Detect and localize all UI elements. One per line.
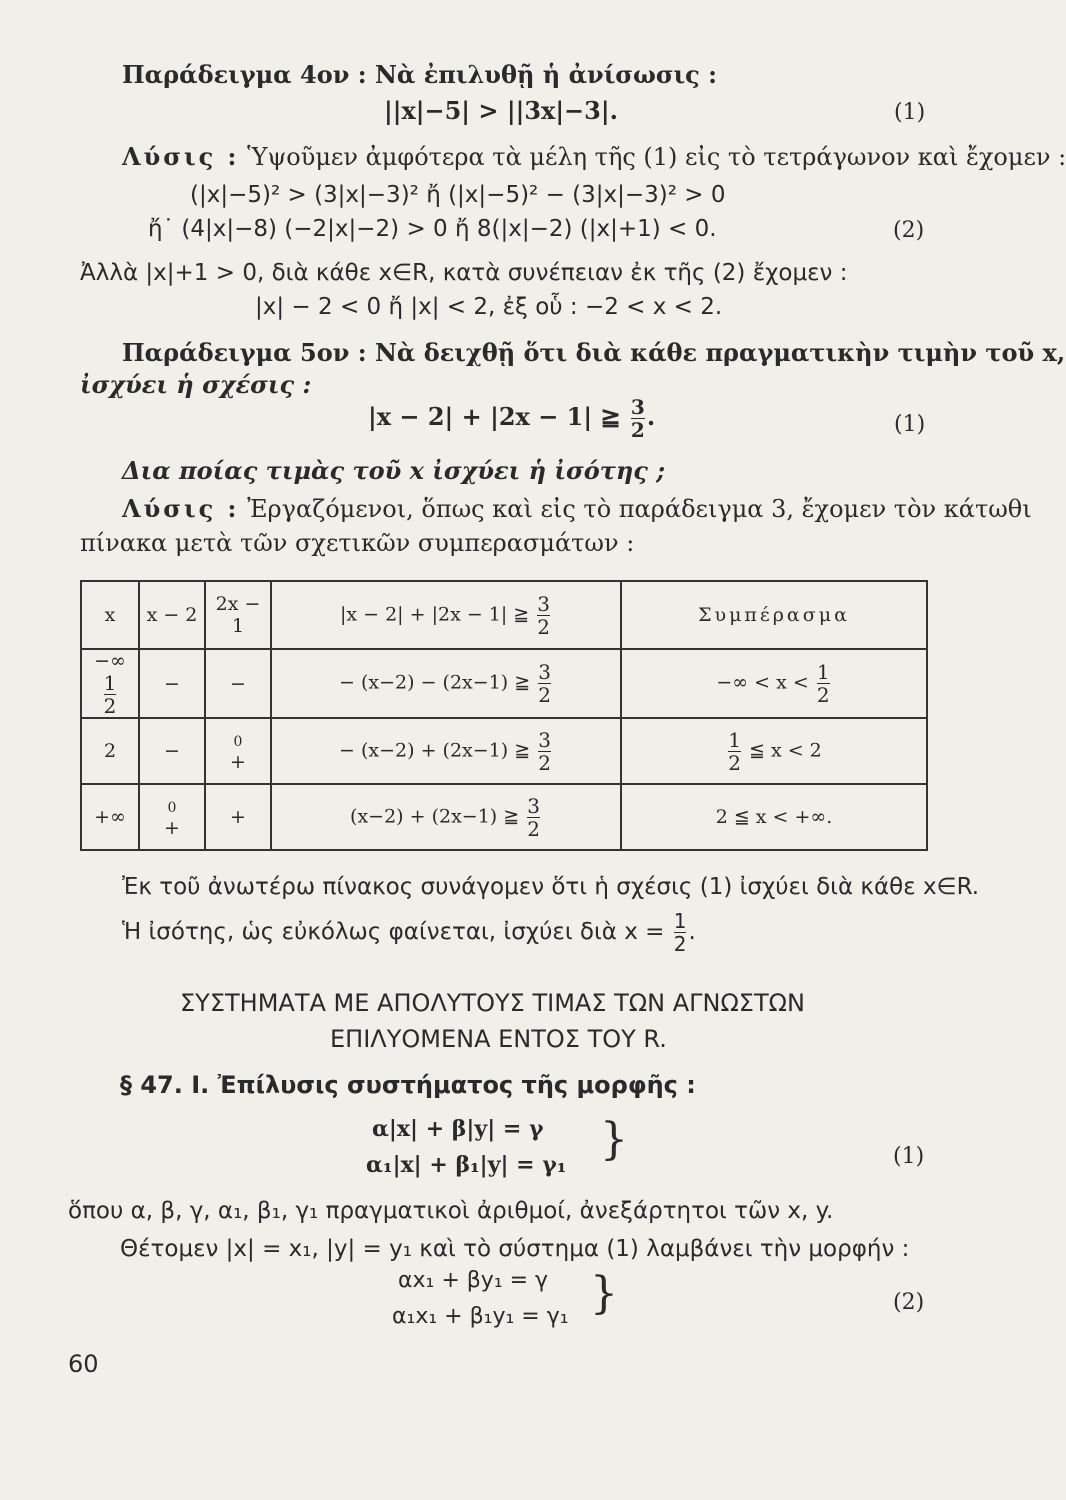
conclusion-cell: 2 ≦ x < +∞. <box>621 784 927 850</box>
eq-number: (1) <box>893 1144 925 1169</box>
conclusion-text: −∞ < x < <box>716 671 809 694</box>
sign-cell: − <box>205 649 271 718</box>
x-value: −∞ <box>94 650 126 672</box>
fraction-numerator: 3 <box>527 793 540 818</box>
solution-text: Ὑψοῦμεν ἀμφότερα τὰ μέλη τῆς (1) εἰς τὸ τετράγωνον καὶ ἔχομεν : <box>247 143 1066 171</box>
brace-icon: } <box>600 1114 628 1165</box>
fraction-denominator: 2 <box>728 750 741 775</box>
x-cell <box>81 718 139 784</box>
expr-cell <box>271 649 621 718</box>
brace-icon: } <box>590 1268 618 1319</box>
fraction-numerator: 3 <box>630 395 645 419</box>
expr-text: − (x−2) − (2x−1) ≧ <box>339 671 531 694</box>
x-value: +∞ <box>94 806 126 828</box>
x-cell <box>81 649 139 718</box>
conclusion-cell <box>621 718 927 784</box>
eq-number: (1) <box>894 412 926 437</box>
expr-text: (x−2) + (2x−1) ≧ <box>350 805 520 827</box>
example4-solution <box>122 142 1066 172</box>
fraction-denominator: 2 <box>673 932 687 956</box>
fraction-numerator: 1 <box>103 671 117 695</box>
fraction-denominator: 2 <box>816 683 830 707</box>
solution-label: Λύσις : <box>122 142 240 171</box>
zero-mark: 0 <box>233 734 243 750</box>
header-c1: x − 2 <box>139 581 205 649</box>
x-value: 2 <box>103 740 117 762</box>
inequality-text: |x − 2| + |2x − 1| ≧ <box>368 402 621 431</box>
example5-heading2: ἰσχύει ἡ σχέσις : <box>80 370 312 399</box>
header-c3 <box>271 581 621 649</box>
sign-cell <box>205 718 271 784</box>
fraction <box>104 672 117 717</box>
example4-line4: Ἀλλὰ |x|+1 > 0, διὰ κάθε x∈R, κατὰ συνέπειαν ἐκ τῆς (2) ἔχομεν : <box>80 260 848 286</box>
after-table-line2: Ἡ ἰσότης, ὡς εὐκόλως φαίνεται, ἰσχύει διὰ x = $\frac{1}{2}$ . <box>122 909 696 956</box>
page-number: 60 <box>68 1350 99 1378</box>
table-row <box>81 649 927 718</box>
system1-eq-b: α₁|x| + β₁|y| = γ₁ <box>366 1152 567 1178</box>
where-line: ὅπου α, β, γ, α₁, β₁, γ₁ πραγματικοὶ ἀριθμοί, ἀνεξάρτητοι τῶν x, y. <box>68 1198 834 1224</box>
conclusion-text: ≦ x < 2 <box>749 739 822 761</box>
fraction-numerator: 1 <box>816 660 830 684</box>
eq-number: (2) <box>893 1290 925 1315</box>
example4-line5: |x| − 2 < 0 ἤ |x| < 2, ἐξ οὗ : −2 < x < 2. <box>255 294 723 320</box>
sign-cell: + <box>205 784 271 850</box>
header-c3-text: |x − 2| + |2x − 1| ≧ <box>339 603 530 625</box>
fraction-numerator: 3 <box>537 591 551 616</box>
fraction <box>538 729 551 774</box>
example5-solution <box>122 494 1032 524</box>
sign-cell: − <box>139 718 205 784</box>
example4-heading: Παράδειγμα 4ον : Νὰ ἐπιλυθῇ ἡ ἀνίσωσις : <box>122 60 717 89</box>
solution-text: Ἐργαζόμενοι, ὅπως καὶ εἰς τὸ παράδειγμα 3, ἔχομεν τὸν κάτωθι <box>247 495 1032 523</box>
sign-cell <box>139 784 205 850</box>
example5-inequality: |x − 2| + |2x − 1| ≧ $\frac{3}{2}$ . <box>368 395 656 442</box>
table-row <box>81 784 927 850</box>
fraction <box>674 910 687 955</box>
fraction-denominator: 2 <box>537 614 551 639</box>
fraction <box>817 661 830 706</box>
header-x: x <box>81 581 139 649</box>
sign-cell: − <box>139 649 205 718</box>
sign-value: + <box>230 751 246 773</box>
table-header-row <box>81 581 927 649</box>
fraction-numerator: 3 <box>538 660 551 684</box>
section-paragraph-heading: § 47. I. Ἐπίλυσις συστήματος τῆς μορφῆς : <box>120 1071 696 1099</box>
header-c4: Συμπέρασμα <box>621 581 927 649</box>
example5-heading: Παράδειγμα 5ον : Νὰ δειχθῇ ὅτι διὰ κάθε πραγματικὴν τιμὴν τοῦ x, <box>122 338 1066 367</box>
fraction <box>537 593 550 638</box>
after-table-line1: Ἐκ τοῦ ἀνωτέρω πίνακος συνάγομεν ὅτι ἡ σχέσις (1) ἰσχύει διὰ κάθε x∈R. <box>122 874 980 900</box>
fraction <box>728 729 741 774</box>
fraction <box>631 396 645 441</box>
fraction-numerator: 3 <box>538 727 551 752</box>
eq-number: (2) <box>893 218 925 243</box>
sign-table <box>80 580 928 851</box>
example4-line2: (|x|−5)² > (3|x|−3)² ἤ (|x|−5)² − (3|x|−3)² > 0 <box>190 182 726 208</box>
header-c2: 2x − 1 <box>205 581 271 649</box>
eq-number: (1) <box>894 100 926 125</box>
table-row <box>81 718 927 784</box>
fraction-numerator: 1 <box>728 727 741 752</box>
after-table-text: Ἡ ἰσότης, ὡς εὐκόλως φαίνεται, ἰσχύει διὰ x = <box>122 919 665 945</box>
example4-inequality: ||x|−5| > ||3x|−3|. <box>384 96 618 125</box>
solution-label: Λύσις : <box>122 494 240 523</box>
section-title-1: ΣΥΣΤΗΜΑΤΑ ΜΕ ΑΠΟΛΥΤΟΥΣ ΤΙΜΑΣ ΤΩΝ ΑΓΝΩΣΤΩΝ <box>180 989 805 1017</box>
fraction-denominator: 2 <box>527 816 540 841</box>
example4-line3: ἤ˙ (4|x|−8) (−2|x|−2) > 0 ἤ 8(|x|−2) (|x|+1) < 0. <box>148 216 717 242</box>
zero-mark: 0 <box>167 800 177 816</box>
example5-solution-cont: πίνακα μετὰ τῶν σχετικῶν συμπερασμάτων : <box>80 529 635 557</box>
sign-value: + <box>164 817 180 839</box>
x-cell <box>81 784 139 850</box>
system1-eq-a: α|x| + β|y| = γ <box>372 1116 544 1142</box>
fraction <box>538 661 551 706</box>
section-title-2: ΕΠΙΛΥΟΜΕΝΑ ΕΝΤΟΣ ΤΟΥ R. <box>330 1025 667 1053</box>
fraction <box>527 795 540 840</box>
system2-eq-a: αx₁ + βy₁ = γ <box>398 1268 549 1293</box>
expr-text: − (x−2) + (2x−1) ≧ <box>339 739 531 761</box>
expr-cell <box>271 718 621 784</box>
fraction-denominator: 2 <box>538 750 551 775</box>
system2-eq-b: α₁x₁ + β₁y₁ = γ₁ <box>392 1304 569 1329</box>
fraction-numerator: 1 <box>673 909 687 933</box>
example5-question: Δια ποίας τιμὰς τοῦ x ἰσχύει ἡ ἰσότης ; <box>122 456 666 485</box>
expr-cell <box>271 784 621 850</box>
fraction-denominator: 2 <box>538 683 551 707</box>
fraction-denominator: 2 <box>630 418 645 442</box>
fraction-denominator: 2 <box>103 694 117 718</box>
set-line: Θέτομεν |x| = x₁, |y| = y₁ καὶ τὸ σύστημα (1) λαμβάνει τὴν μορφήν : <box>120 1236 910 1262</box>
conclusion-cell <box>621 649 927 718</box>
